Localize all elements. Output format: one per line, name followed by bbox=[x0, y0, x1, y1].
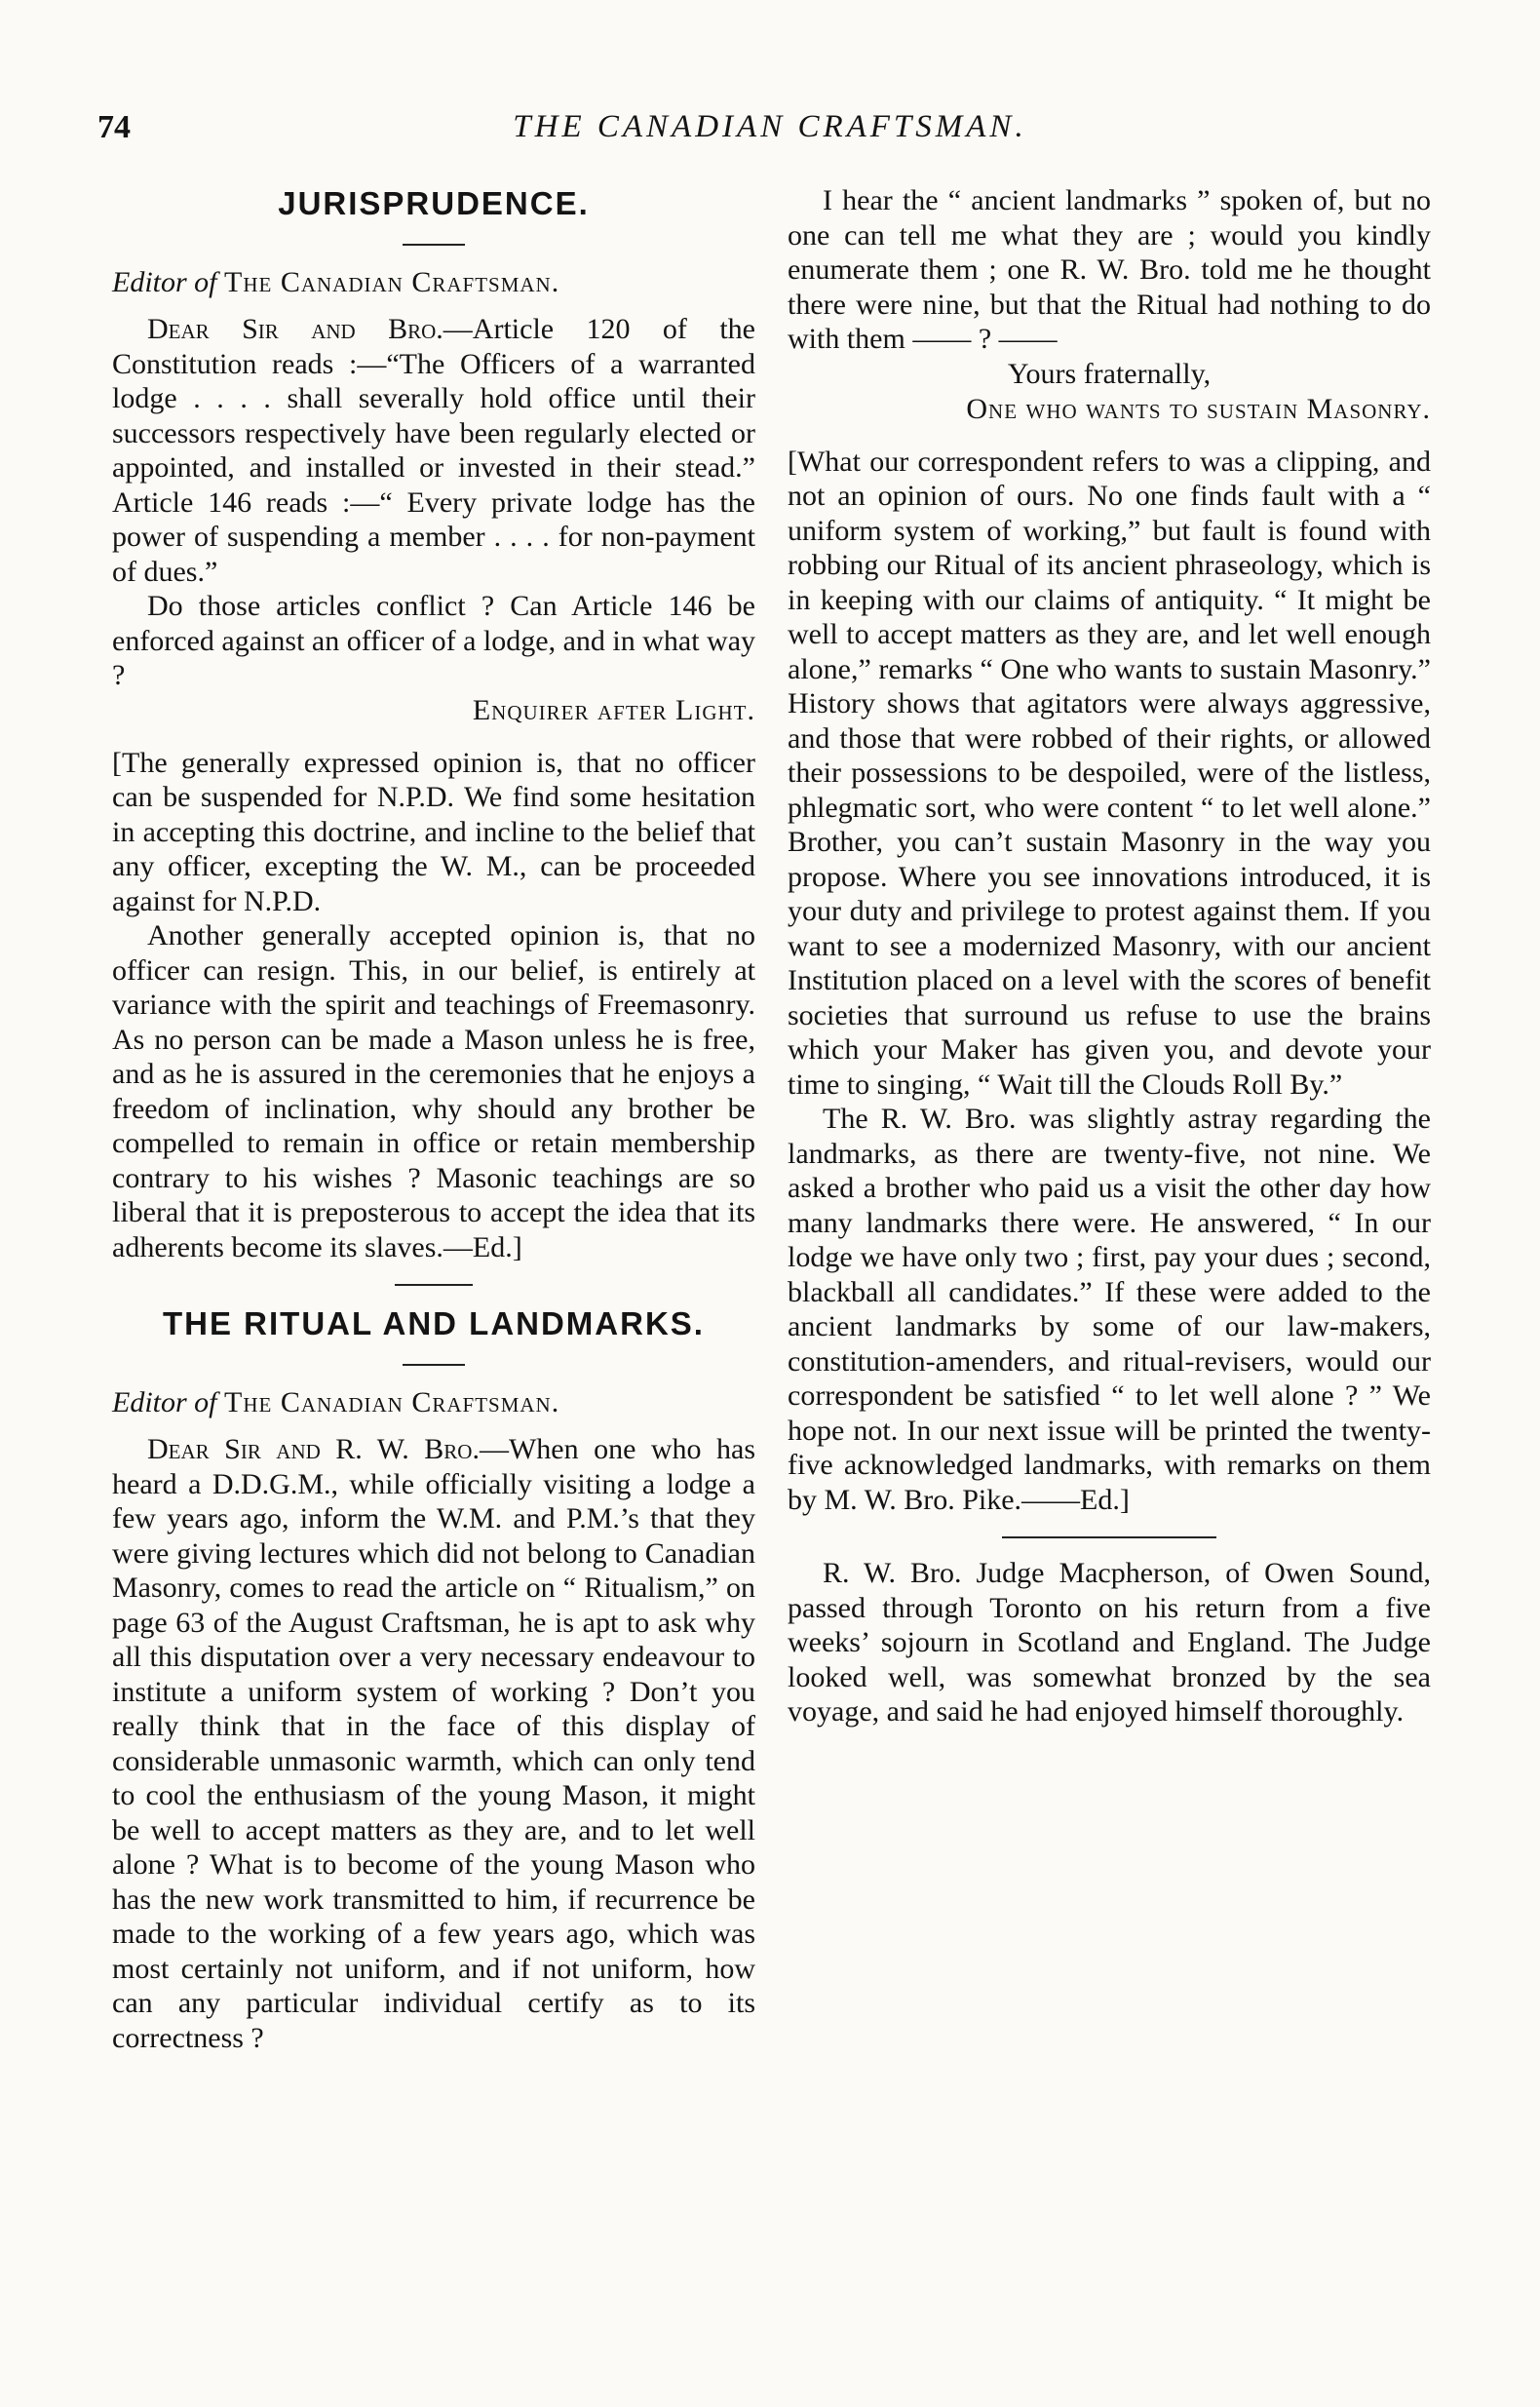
article-title-ritual-landmarks: THE RITUAL AND LANDMARKS. bbox=[163, 1305, 705, 1341]
news-item-paragraph: R. W. Bro. Judge Macpherson, of Owen Sound, passed through Toronto on his return from a five weeks’ sojourn in Scotland and England. The Judge looked well, was somewhat bronzed by the sea voyage, and said he had enjoyed himself thoroughly. bbox=[788, 1557, 1431, 1728]
letter-signature: One who wants to sustain Masonry. bbox=[966, 392, 1431, 425]
letter-paragraph: Do those articles conflict ? Can Article 146 be enforced against an officer of a lodge, and in what way ? bbox=[112, 590, 756, 691]
article-title-jurisprudence: JURISPRUDENCE. bbox=[278, 185, 590, 221]
letter-text: —When one who has heard a D.D.G.M., while officially visiting a lodge a few years ago, inform the W.M. and P.M.’s that they were giving lectures which did not belong to Canadian Masonry, comes to read the article on “ Ritualism,” on page 63 of the August Craftsman, he is apt to ask why all this disputation over a very necessary endeavour to institute a uniform system of working ? Don’t you really think that in the face of this display of considerable unmasonic warmth, which can only tend to cool the enthusiasm of the young Mason, it might be well to accept matters as they are, and to let well alone ? What is to become of the young Mason who has the new work transmitted to him, if recurrence be made to the working of a few years ago, which was most certainly not uniform, and if not uniform, how can any particular individual certify as to its correctness ? bbox=[112, 1433, 755, 2054]
letter-salutation: Dear Sir and Bro. bbox=[147, 313, 443, 345]
editor-reply-paragraph: [What our correspondent refers to was a clipping, and not an opinion of ours. No one finds fault with a “ uniform system of working,” but fault is found with robbing our Ritual of its ancient phraseology, which is in keeping with our claims of antiquity. “ It might be well to accept matters as they are, and let well enough alone,” remarks “ One who wants to sustain Masonry.” History shows that agitators were always aggressive, and those that were robbed of their rights, or allowed their possessions to be despoiled, were of the listless, phlegmatic sort, who were content “ to let well alone.” Brother, you can’t sustain Masonry in the way you propose. Where you see innovations introduced, it is your duty and privilege to protest against them. If you want to see a modernized Masonry, with our ancient Institution placed on a level with the scores of benefit societies that surround us refuse to use the brains which your Maker has given you, and devote your time to singing, “ Wait till the Clouds Roll By.” bbox=[788, 445, 1431, 1101]
letter-salutation: Dear Sir and R. W. Bro. bbox=[147, 1433, 480, 1465]
editor-name: The Canadian Craftsman. bbox=[224, 1386, 560, 1418]
editor-name: The Canadian Craftsman. bbox=[224, 266, 560, 298]
left-column bbox=[112, 183, 755, 2055]
editor-prefix: Editor of bbox=[112, 266, 217, 298]
letter-closing: Yours fraternally, bbox=[1007, 357, 1212, 390]
editor-reply-paragraph: Another generally accepted opinion is, that no officer can resign. This, in our belief, is entirely at variance with the spirit and teachings of Freemasonry. As no person can be made a Mason unless he is free, and as he is assured in the ceremonies that he enjoys a freedom of inclination, why should any brother be compelled to remain in office or retain membership contrary to his wishes ? Masonic teachings are so liberal that it is preposterous to accept the idea that its adherents become its slaves.—Ed.] bbox=[112, 919, 755, 1263]
article-divider bbox=[395, 1284, 473, 1286]
letter-paragraph bbox=[112, 312, 755, 589]
editor-address bbox=[112, 265, 755, 300]
editor-address bbox=[112, 1385, 755, 1420]
letter-text: —Article 120 of the Constitution reads :—“The Officers of a warranted lodge . . . . shall severally hold office until their successors respectively have been regularly elected or appointed, and installed or invested in their stead.” Article 146 reads :—“ Every private lodge has the power of suspending a member . . . . for non-payment of dues.” bbox=[112, 313, 755, 588]
running-title: THE CANADIAN CRAFTSMAN. bbox=[513, 109, 1027, 144]
news-divider bbox=[1002, 1536, 1216, 1538]
letter-paragraph: I hear the “ ancient landmarks ” spoken of, but no one can tell me what they are ; would you kindly enumerate them ; one R. W. Bro. told me he thought there were nine, but that the Ritual had nothing to do with them —— ? —— bbox=[788, 184, 1431, 355]
page-number: 74 bbox=[97, 109, 131, 145]
letter-signature: Enquirer after Light. bbox=[472, 693, 755, 726]
title-divider bbox=[403, 1364, 465, 1366]
editor-prefix: Editor of bbox=[112, 1386, 217, 1418]
letter-paragraph bbox=[112, 1432, 755, 2055]
editor-reply-paragraph: The R. W. Bro. was slightly astray regarding the landmarks, as there are twenty-five, not nine. We asked a brother who paid us a visit the other day how many landmarks there were. He answered, “ In our lodge we have only two ; first, pay your dues ; second, blackball all candidates.” If these were added to the ancient landmarks by some of our law-makers, constitution-amenders, and ritual-revisers, would our correspondent be satisfied “ to let well alone ? ” We hope not. In our next issue will be printed the twenty-five acknowledged landmarks, with remarks on them by M. W. Bro. Pike.——Ed.] bbox=[788, 1103, 1431, 1516]
page-header bbox=[97, 109, 1443, 158]
editor-reply-paragraph: [The generally expressed opinion is, that no officer can be suspended for N.P.D. We find some hesitation in accepting this doctrine, and incline to the belief that any officer, excepting the W. M., can be proceeded against for N.P.D. bbox=[112, 746, 755, 917]
right-column bbox=[788, 183, 1431, 1729]
title-divider bbox=[403, 244, 465, 246]
